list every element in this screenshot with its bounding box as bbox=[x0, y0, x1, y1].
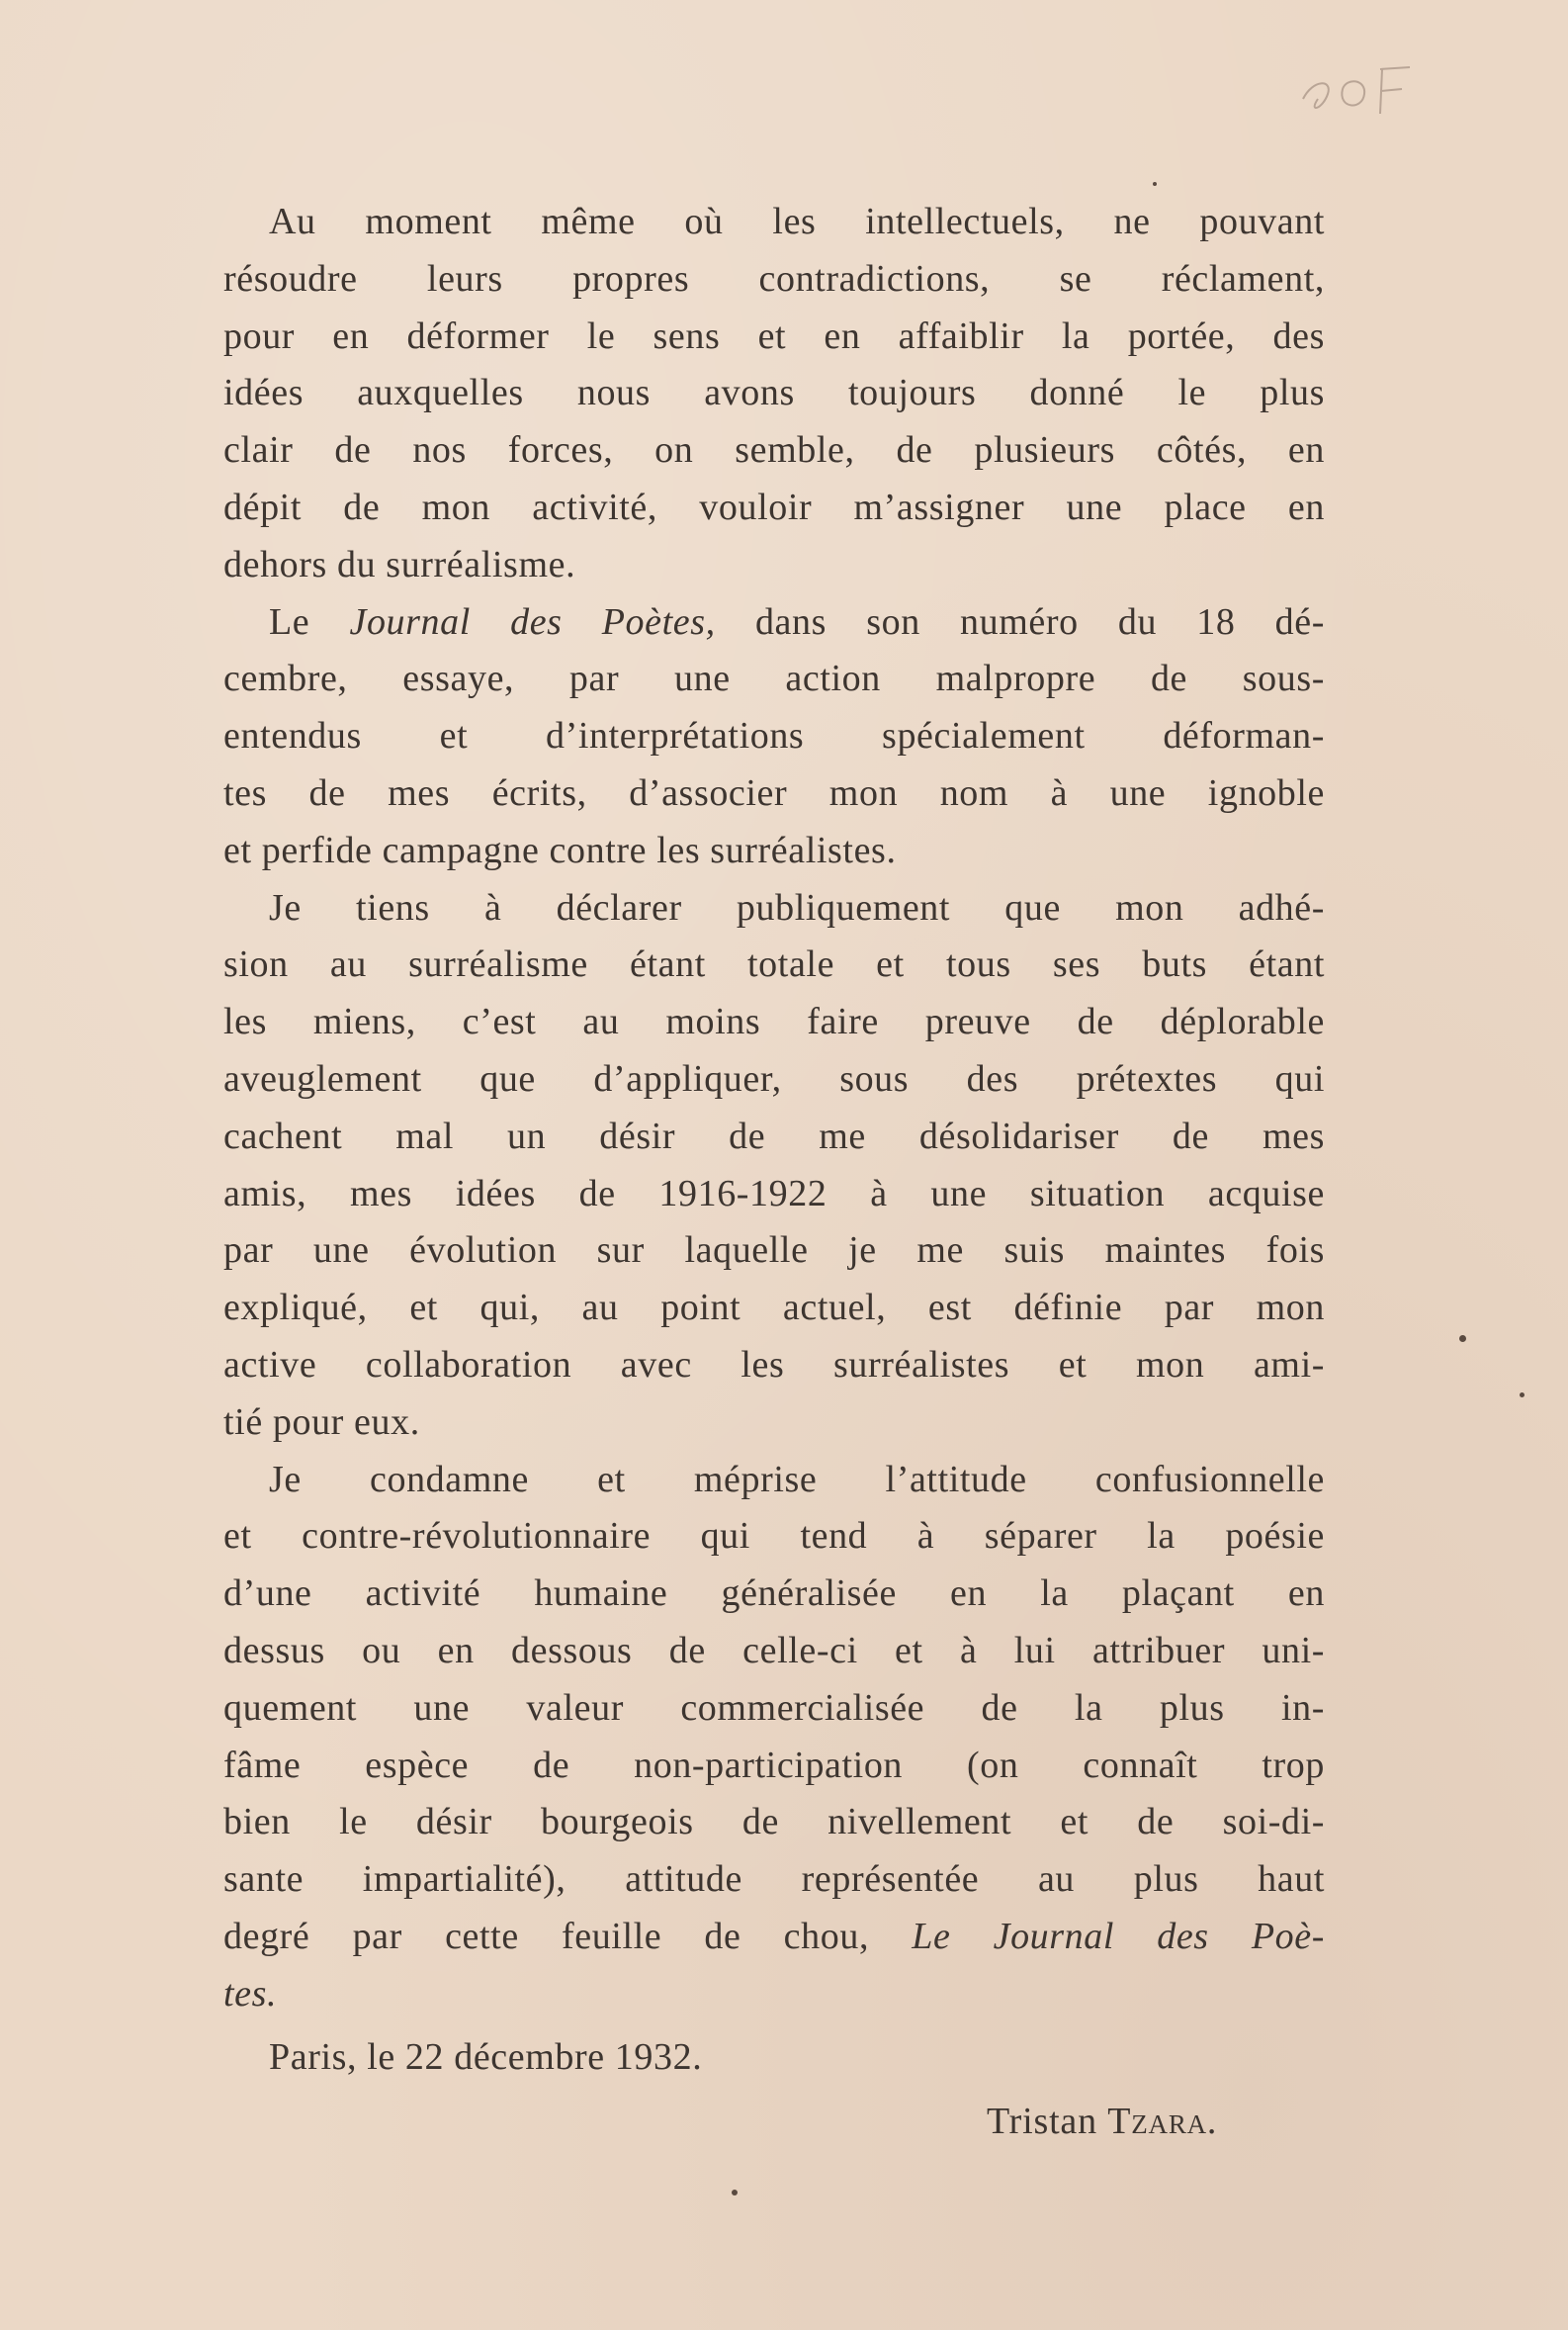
text-line: idées auxquelles nous avons toujours donné le plus bbox=[223, 372, 1325, 414]
text-line: Au moment même où les intellectuels, ne pouvant bbox=[269, 201, 1325, 242]
signature bbox=[987, 2100, 1217, 2143]
text-line: Je tiens à déclarer publiquement que mon adhé- bbox=[269, 886, 1325, 929]
journal-title-italic: tes. bbox=[223, 1972, 278, 2015]
text-line: bien le désir bourgeois de nivellement et de soi-di- bbox=[223, 1801, 1325, 1843]
text-line: cembre, essaye, par une action malpropre de sous- bbox=[223, 658, 1325, 700]
text-line: quement une valeur commercialisée de la plus in- bbox=[223, 1686, 1325, 1729]
text-line: les miens, c’est au moins faire preuve de déplorable bbox=[223, 1001, 1325, 1043]
text-line: et contre-révolutionnaire qui tend à séparer la poésie bbox=[223, 1515, 1325, 1558]
text-fragment: dans son numéro du 18 dé- bbox=[715, 600, 1325, 643]
signature-last-name: Tzara. bbox=[1107, 2101, 1218, 2142]
text-line: aveuglement que d’appliquer, sous des prétextes qui bbox=[223, 1057, 1325, 1100]
text-line: amis, mes idées de 1916-1922 à une situation acquise bbox=[223, 1172, 1325, 1214]
journal-title-italic: Journal des Poètes, bbox=[349, 600, 716, 643]
signature-first-name: Tristan bbox=[987, 2101, 1097, 2142]
text-line: pour en déformer le sens et en affaiblir la portée, des bbox=[223, 314, 1325, 357]
paper-speck bbox=[1459, 1335, 1466, 1342]
letter-body bbox=[223, 194, 1325, 2023]
text-line: sante impartialité), attitude représentée au plus haut bbox=[223, 1858, 1325, 1901]
text-line: expliqué, et qui, au point actuel, est définie par mon bbox=[223, 1287, 1325, 1329]
pencil-annotation bbox=[1283, 40, 1441, 129]
paragraph-3 bbox=[223, 880, 1325, 1452]
text-line bbox=[223, 1909, 1325, 1966]
text-line: par une évolution sur laquelle je me suis maintes fois bbox=[223, 1229, 1325, 1272]
text-line: cachent mal un désir de me désolidariser de mes bbox=[223, 1115, 1325, 1157]
text-line: et perfide campagne contre les surréalistes. bbox=[223, 829, 897, 871]
text-line: active collaboration avec les surréalistes et mon ami- bbox=[223, 1343, 1325, 1386]
text-line: entendus et d’interprétations spécialement déforman- bbox=[223, 715, 1325, 758]
text-line bbox=[223, 1966, 1325, 2023]
text-line: d’une activité humaine généralisée en la plaçant en bbox=[223, 1572, 1325, 1615]
paper-speck bbox=[1153, 182, 1157, 186]
text-line: dépit de mon activité, vouloir m’assigner une place en bbox=[223, 486, 1325, 528]
paragraph-1 bbox=[223, 194, 1325, 594]
text-line: tié pour eux. bbox=[223, 1400, 420, 1443]
date-line: Paris, le 22 décembre 1932. bbox=[269, 2036, 703, 2078]
paper-speck bbox=[1520, 1392, 1524, 1397]
text-line bbox=[223, 594, 1325, 652]
journal-title-italic: Le Journal des Poè- bbox=[912, 1915, 1325, 1957]
text-line: résoudre leurs propres contradictions, se réclament, bbox=[223, 257, 1325, 300]
text-line: fâme espèce de non-participation (on connaît trop bbox=[223, 1744, 1325, 1786]
text-line: clair de nos forces, on semble, de plusieurs côtés, en bbox=[223, 429, 1325, 472]
text-line: Je condamne et méprise l’attitude confusionnelle bbox=[269, 1458, 1325, 1500]
text-line: dehors du surréalisme. bbox=[223, 543, 576, 585]
text-line: tes de mes écrits, d’associer mon nom à une ignoble bbox=[223, 771, 1325, 814]
paragraph-4 bbox=[223, 1452, 1325, 2023]
paper-speck bbox=[732, 2190, 738, 2196]
paragraph-2 bbox=[223, 594, 1325, 880]
text-fragment: degré par cette feuille de chou, bbox=[223, 1915, 913, 1957]
text-fragment: Le bbox=[269, 600, 350, 643]
text-line: sion au surréalisme étant totale et tous ses buts étant bbox=[223, 943, 1325, 986]
text-line: dessus ou en dessous de celle-ci et à lui attribuer uni- bbox=[223, 1629, 1325, 1671]
